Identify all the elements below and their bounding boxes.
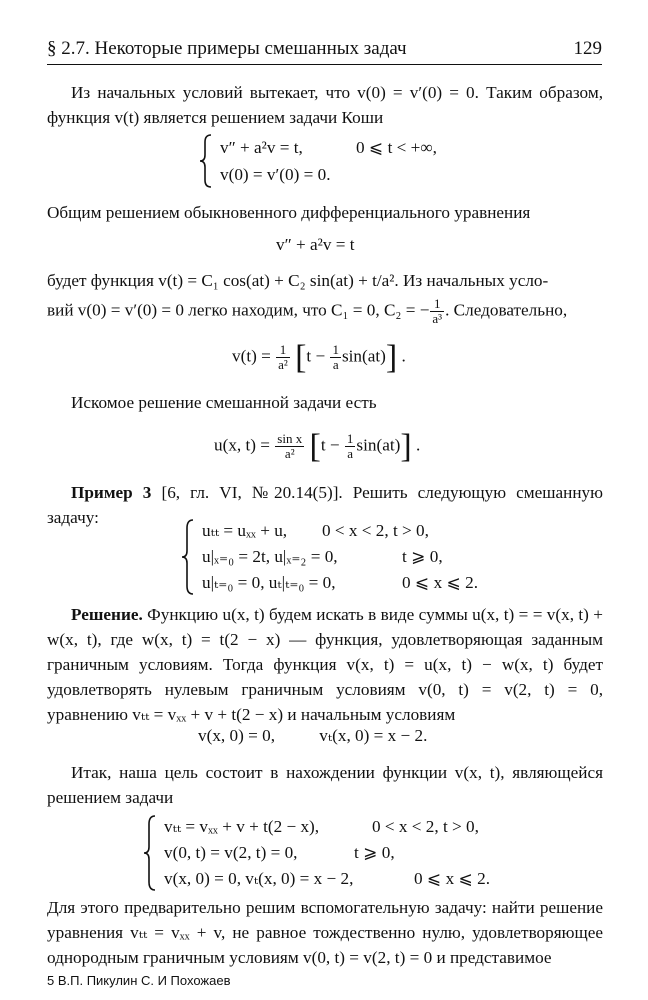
paragraph-required-solution: Искомое решение смешанной задачи есть xyxy=(71,393,377,412)
paragraph-function-line2: вий v(0) = v′(0) = 0 легко находим, что C₁ = 0, C₂ = − $\frac{1}{\text{a³}}$ . Следовательно, xyxy=(47,296,568,326)
v-system-row-3: v(x, 0) = 0, vₜ(x, 0) = x − 2, 0 ⩽ x ⩽ 2. xyxy=(164,869,491,888)
paragraph-solution: Решение. Функцию u(x, t) будем искать в виде суммы u(x, t) = = v(x, t) + w(x, t), где w(x, t) = t(2 − x) — функция, удовлетворяющая заданным граничным условиям. Тогда функция v(x, t) = u(x, t) − w(x, t) будет удовлетворять нулевым граничным условиям v(0, t) = v(2, t) = 0, уравнению vₜₜ = vₓₓ + v + t(2 − x) и начальным условиям xyxy=(47,605,603,724)
paragraph-general-solution: Общим решением обыкновенного дифференциального уравнения xyxy=(47,203,531,222)
cauchy-row-2: v(0) = v′(0) = 0. xyxy=(220,165,331,184)
cauchy-row-1: v″ + a²v = t, 0 ⩽ t < +∞, xyxy=(220,138,437,157)
paragraph-function-line1: будет функция v(t) = C₁ cos(at) + C₂ sin(at) + t/a². Из начальных усло- xyxy=(47,271,549,290)
v-system-row-2: v(0, t) = v(2, t) = 0, t ⩾ 0, xyxy=(164,843,395,862)
u-solution-formula: u(x, t) = $\frac{\text{sin x}}{\text{a²}}$ [t − $\frac{1}{a}$ sin(at)] . xyxy=(214,428,421,465)
page-footer: 5 В.П. Пикулин С. И Похожаев xyxy=(47,973,231,988)
left-brace-icon xyxy=(180,518,196,596)
example3-row-1: uₜₜ = uₓₓ + u, 0 < x < 2, t > 0, xyxy=(202,521,429,540)
page-number: 129 xyxy=(573,38,602,59)
fraction-c2: $\frac{1}{\text{a³}}$ xyxy=(432,296,443,326)
example3-row-2: u|ₓ₌₀ = 2t, u|ₓ₌₂ = 0, t ⩾ 0, xyxy=(202,547,443,566)
paragraph-example3: Пример 3 [6, гл. VI, №20.14(5)]. Решить следующую смешанную задачу: xyxy=(47,483,603,527)
cauchy-system xyxy=(198,133,458,189)
running-header xyxy=(47,38,602,65)
paragraph-initial-conditions: Из начальных условий вытекает, что v(0) = v′(0) = 0. Таким образом, функция v(t) является решением задачи Коши xyxy=(47,83,603,127)
ode-equation: v″ + a²v = t xyxy=(276,235,355,254)
paragraph-goal: Итак, наша цель состоит в нахождении функции v(x, t), являющейся решением задачи xyxy=(47,763,603,807)
example3-row-3: u|ₜ₌₀ = 0, uₜ|ₜ₌₀ = 0, 0 ⩽ x ⩽ 2. xyxy=(202,573,479,592)
section-title: § 2.7. Некоторые примеры смешанных задач xyxy=(47,38,407,59)
v-system-row-1: vₜₜ = vₓₓ + v + t(2 − x), 0 < x < 2, t > 0, xyxy=(164,817,479,836)
paragraph-auxiliary-problem: Для этого предварительно решим вспомогательную задачу: найти решение уравнения vₜₜ = vₓₓ + v, не равное тождественно нулю, удовлетворяющее однородным граничным условиям v(0, t) = v(2, t) = 0 и представимое xyxy=(47,898,603,967)
left-brace-icon xyxy=(198,133,214,189)
left-brace-icon xyxy=(142,814,158,892)
initial-conditions: v(x, 0) = 0, vₜ(x, 0) = x − 2. xyxy=(198,726,428,745)
v-system xyxy=(142,814,502,892)
example3-system xyxy=(180,518,500,596)
v-solution-formula: v(t) = $\frac{1}{\text{a²}}$ [t − $\frac{1}{a}$ sin(at)] . xyxy=(232,339,406,376)
